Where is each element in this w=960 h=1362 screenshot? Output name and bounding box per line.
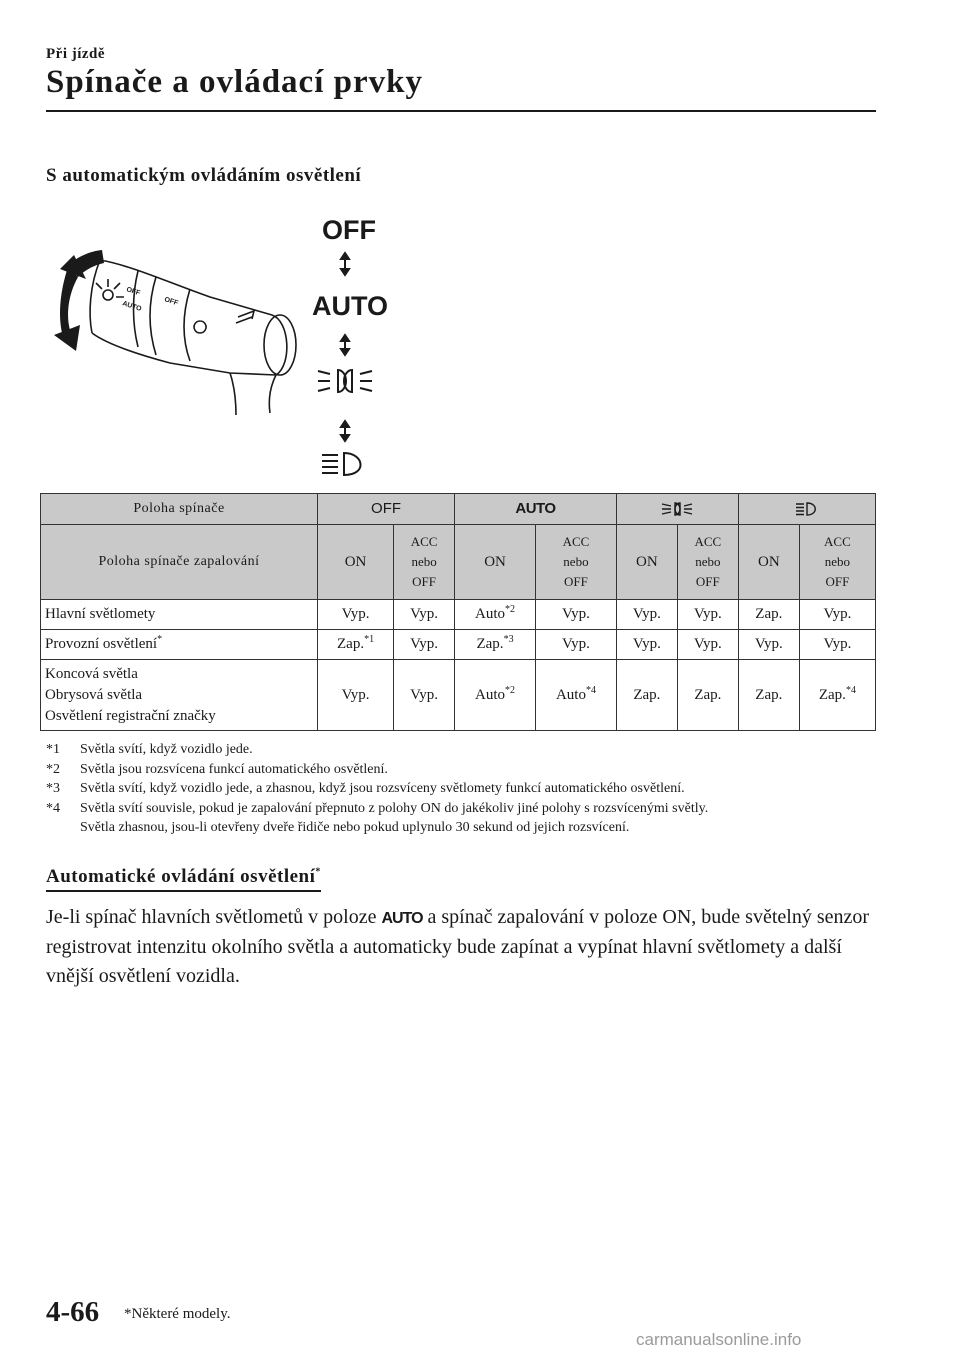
double-arrow-icon (341, 253, 349, 275)
switch-position-label: Poloha spínače (41, 494, 318, 525)
ignition-cell: ACC nebo OFF (799, 525, 875, 600)
ignition-cell: ON (318, 525, 394, 600)
table-cell: Vyp. (677, 630, 738, 660)
row-label: Hlavní světlomety (41, 600, 318, 630)
double-arrow-icon (341, 335, 349, 355)
table-cell: Vyp. (535, 600, 616, 630)
position-off-label: OFF (371, 500, 402, 517)
table-row (41, 660, 876, 731)
footnote: *3 Světla svítí, když vozidlo jede, a zhasnou, když jsou rozsvíceny světlomety funkcí automatického osvětlení. (46, 781, 685, 796)
position-parking-header (616, 494, 738, 525)
footnote: *1 Světla svítí, když vozidlo jede. (46, 742, 253, 757)
ignition-cell: ACC nebo OFF (394, 525, 455, 600)
table-cell: Vyp. (738, 630, 799, 660)
ignition-position-row (41, 525, 876, 600)
page-title: Spínače a ovládací prvky (46, 64, 423, 100)
subsection-heading: Automatické ovládání osvětlení* (46, 866, 321, 892)
page-number: 4-66 (46, 1296, 100, 1328)
title-divider (46, 110, 876, 112)
position-auto-header (455, 494, 617, 525)
ignition-cell: ON (738, 525, 799, 600)
parking-light-icon (318, 370, 372, 392)
table-cell: Vyp. (394, 600, 455, 630)
ignition-cell: ON (455, 525, 536, 600)
row-label: Provozní osvětlení* (41, 630, 318, 660)
footnote: Světla zhasnou, jsou-li otevřeny dveře řidiče nebo pokud uplynulo 30 sekund od jejich rozsvícení. (80, 820, 630, 835)
headlight-icon (322, 453, 361, 475)
parking-light-icon (660, 501, 694, 517)
headlight-switch-stalk (90, 260, 296, 415)
auto-position-label: AUTO (381, 910, 423, 927)
auto-label: AUTO (312, 291, 389, 321)
table-cell: Auto$^{*2}$ (455, 600, 536, 630)
table-cell: Vyp. (677, 600, 738, 630)
table-cell: Zap. (738, 600, 799, 630)
table-cell: Vyp. (318, 600, 394, 630)
ignition-cell: ACC nebo OFF (677, 525, 738, 600)
headlight-switch-figure (40, 205, 400, 490)
section-heading: S automatickým ovládáním osvětlení (46, 165, 362, 186)
table-cell: Zap. (738, 660, 799, 731)
switch-position-row (41, 494, 876, 525)
table-cell: Zap. (677, 660, 738, 731)
body-paragraph: Je-li spínač hlavních světlometů v poloze AUTO a spínač zapalování v poloze ON, bude světelný senzor registrovat intenzitu okolního světla a automaticky bude zapínat a vypínat hlavní světlomety a další vnější osvětlení vozidla. (46, 906, 870, 987)
off-label: OFF (322, 215, 376, 245)
breadcrumb: Při jízdě (46, 46, 106, 62)
ignition-cell: ACC nebo OFF (535, 525, 616, 600)
table-row (41, 600, 876, 630)
table-cell: Vyp. (318, 660, 394, 731)
table-cell: Vyp. (616, 630, 677, 660)
ignition-cell: ON (616, 525, 677, 600)
footnote: *2 Světla jsou rozsvícena funkcí automatického osvětlení. (46, 761, 388, 777)
table-cell: Vyp. (394, 660, 455, 731)
table-cell: Auto$^{*4}$ (535, 660, 616, 731)
watermark: carmanualsonline.info (636, 1330, 802, 1349)
position-off-header (318, 494, 455, 525)
light-function-table (40, 493, 876, 731)
headlight-icon (794, 501, 820, 517)
table-row (41, 630, 876, 660)
table-cell: Zap.$^{*3}$ (455, 630, 536, 660)
table-cell: Vyp. (394, 630, 455, 660)
footnote: *4 Světla svítí souvisle, pokud je zapalování přepnuto z polohy ON do jakékoliv jiné polohy s rozsvícenými světly. (46, 800, 709, 816)
table-cell: Zap. (616, 660, 677, 731)
position-auto-label: AUTO (515, 500, 556, 517)
table-cell: Auto$^{*2}$ (455, 660, 536, 731)
page-footnote: *Některé modely. (124, 1306, 231, 1322)
svg-text:AUTO: AUTO (121, 300, 143, 313)
ignition-position-label: Poloha spínače zapalování (41, 525, 318, 600)
svg-text:OFF: OFF (125, 286, 141, 298)
position-headlight-header (738, 494, 875, 525)
footnotes (46, 740, 886, 838)
row-label: Koncová světla Obrysová světla Osvětlení registrační značky (41, 660, 318, 731)
table-cell: Vyp. (799, 600, 875, 630)
table-cell: Zap.$^{*1}$ (318, 630, 394, 660)
table-cell: Vyp. (616, 600, 677, 630)
table-cell: Vyp. (535, 630, 616, 660)
svg-text:OFF: OFF (163, 296, 179, 308)
table-cell: Zap.$^{*4}$ (799, 660, 875, 731)
double-arrow-icon (341, 421, 349, 441)
table-cell: Vyp. (799, 630, 875, 660)
